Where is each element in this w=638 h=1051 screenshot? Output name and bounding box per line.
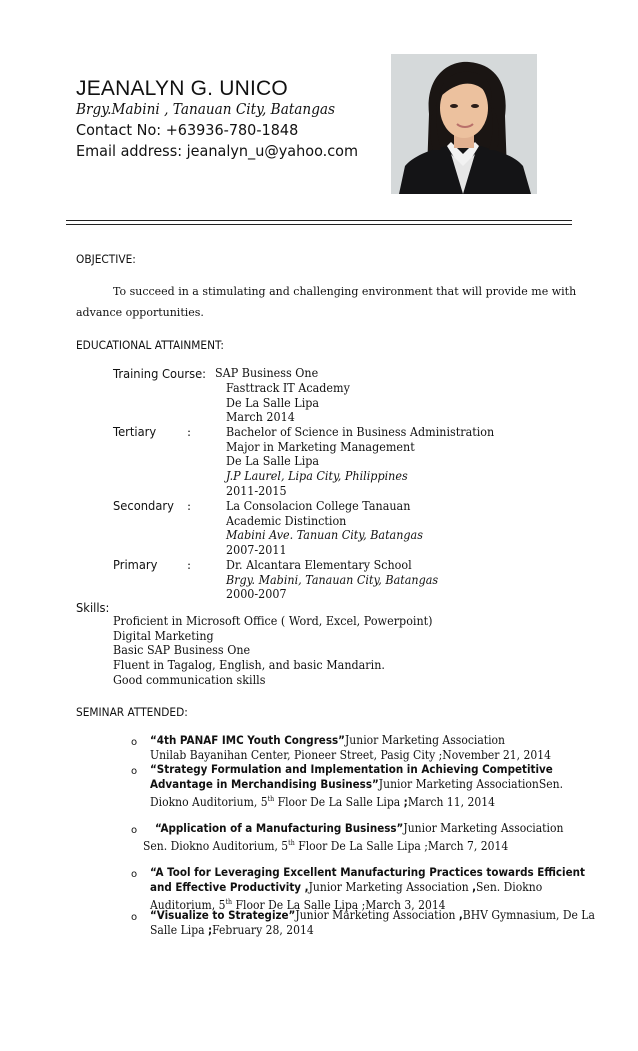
secondary-colon: : bbox=[187, 499, 192, 513]
seminar-item-5 bbox=[150, 908, 595, 938]
seminar-item-3-line-2 bbox=[143, 836, 508, 854]
skill-item: Basic SAP Business One bbox=[113, 643, 251, 658]
secondary-honor: Academic Distinction bbox=[226, 513, 347, 528]
primary-address: Brgy. Mabini, Tanauan City, Batangas bbox=[226, 572, 439, 587]
primary-details bbox=[226, 558, 438, 602]
objective-line-2: advance opportunities. bbox=[76, 306, 204, 319]
bullet-icon: o bbox=[131, 766, 138, 777]
seminar-2-sup: th bbox=[267, 794, 275, 803]
skill-item: Proficient in Microsoft Office ( Word, Excel, Powerpoint) bbox=[113, 614, 433, 628]
contact-number: Contact No: +63936-780-1848 bbox=[76, 121, 299, 139]
training-venue: De La Salle Lipa bbox=[226, 395, 320, 410]
tertiary-address: J.P Laurel, Lipa City, Philippines bbox=[226, 469, 408, 484]
skills-heading: Skills: bbox=[76, 600, 110, 615]
secondary-years: 2007-2011 bbox=[226, 543, 287, 558]
skill-item: Fluent in Tagalog, English, and basic Mandarin. bbox=[113, 658, 385, 673]
primary-label: Primary bbox=[113, 557, 158, 572]
seminar-4-org: Junior Marketing Association bbox=[308, 879, 473, 894]
seminar-1-venue: Unilab Bayanihan Center, Pioneer Street, Pasig City ;November 21, 2014 bbox=[150, 747, 551, 762]
seminar-5-org: Junior Marketing Association bbox=[295, 908, 459, 922]
seminar-3-venue-rest: Floor De La Salle Lipa ;March 7, 2014 bbox=[294, 839, 509, 853]
seminar-heading: SEMINAR ATTENDED: bbox=[76, 705, 188, 719]
seminar-5-separator: , bbox=[458, 908, 463, 922]
seminar-4-venue-rest: Floor De La Salle Lipa ;March 3, 2014 bbox=[232, 897, 446, 912]
primary-school: Dr. Alcantara Elementary School bbox=[226, 558, 412, 572]
tertiary-label: Tertiary bbox=[113, 424, 157, 439]
seminar-4-sup: th bbox=[225, 897, 233, 906]
seminar-2-title-line-1: “Strategy Formulation and Implementation in Achieving Competitive bbox=[150, 762, 553, 776]
header-divider-bottom bbox=[66, 224, 572, 225]
tertiary-details bbox=[226, 425, 494, 499]
secondary-address: Mabini Ave. Tanuan City, Batangas bbox=[226, 528, 423, 543]
seminar-4-org-2: Sen. Diokno bbox=[476, 879, 543, 894]
seminar-4-title-line-1: “A Tool for Leveraging Excellent Manufacturing Practices towards Efficient bbox=[150, 865, 585, 879]
seminar-4-separator-1: , bbox=[301, 879, 309, 894]
bullet-icon: o bbox=[131, 912, 138, 923]
tertiary-colon: : bbox=[187, 425, 192, 439]
objective-line-1: To succeed in a stimulating and challenging environment that will provide me with bbox=[113, 285, 577, 298]
bullet-icon: o bbox=[131, 825, 138, 836]
education-heading: EDUCATIONAL ATTAINMENT: bbox=[76, 338, 224, 352]
bullet-icon: o bbox=[131, 869, 138, 880]
training-school bbox=[226, 381, 350, 425]
primary-years: 2000-2007 bbox=[226, 587, 287, 602]
applicant-address: Brgy.Mabini , Tanauan City, Batangas bbox=[76, 102, 336, 118]
email-address: Email address: jeanalyn_u@yahoo.com bbox=[76, 142, 359, 160]
skill-item: Good communication skills bbox=[113, 672, 266, 687]
secondary-label: Secondary bbox=[113, 498, 174, 513]
seminar-item-2 bbox=[150, 762, 563, 809]
seminar-4-separator-2: , bbox=[472, 879, 477, 894]
training-course: SAP Business One bbox=[215, 366, 319, 380]
seminar-2-date: March 11, 2014 bbox=[407, 794, 496, 809]
secondary-details bbox=[226, 499, 423, 558]
primary-colon: : bbox=[187, 558, 192, 572]
seminar-2-venue-rest: Floor De La Salle Lipa bbox=[274, 794, 404, 809]
applicant-photo bbox=[391, 54, 537, 194]
seminar-item-4 bbox=[150, 865, 585, 912]
seminar-2-venue: Diokno Auditorium, 5 bbox=[150, 794, 268, 809]
seminar-5-org-2: BHV Gymnasium, De La bbox=[462, 908, 595, 922]
tertiary-years: 2011-2015 bbox=[226, 483, 287, 498]
resume-header bbox=[76, 78, 376, 162]
seminar-4-title-line-2: and Effective Productivity bbox=[150, 879, 302, 894]
bullet-icon: o bbox=[131, 737, 138, 748]
header-divider-top bbox=[66, 220, 572, 221]
skill-item: Digital Marketing bbox=[113, 628, 214, 643]
tertiary-major: Major in Marketing Management bbox=[226, 439, 415, 454]
tertiary-degree: Bachelor of Science in Business Administration bbox=[226, 425, 495, 439]
seminar-5-title: “Visualize to Strategize” bbox=[150, 908, 296, 922]
training-date: March 2014 bbox=[226, 410, 295, 425]
seminar-2-title-line-2: Advantage in Merchandising Business” bbox=[150, 776, 379, 791]
secondary-school: La Consolacion College Tanauan bbox=[226, 499, 411, 513]
seminar-3-title: “Application of a Manufacturing Business” bbox=[155, 821, 404, 835]
seminar-item-1 bbox=[150, 733, 551, 763]
seminar-5-venue: Salle Lipa bbox=[150, 922, 208, 937]
seminar-2-org: Junior Marketing AssociationSen. bbox=[378, 776, 564, 791]
seminar-2-separator: ; bbox=[403, 794, 408, 809]
seminar-3-venue: Sen. Diokno Auditorium, 5 bbox=[143, 839, 289, 853]
seminar-3-sup: th bbox=[288, 839, 295, 847]
portrait-image bbox=[391, 54, 537, 194]
seminar-5-date: February 28, 2014 bbox=[212, 922, 314, 937]
seminar-3-org: Junior Marketing Association bbox=[403, 821, 564, 835]
applicant-name: JEANALYN G. UNICO bbox=[76, 77, 288, 100]
skills-list bbox=[113, 614, 433, 688]
training-label: Training Course: bbox=[113, 366, 207, 381]
seminar-5-separator-2: ; bbox=[207, 922, 213, 937]
tertiary-school: De La Salle Lipa bbox=[226, 454, 320, 469]
seminar-1-org: Junior Marketing Association bbox=[344, 733, 506, 747]
training-school-name: Fasttrack IT Academy bbox=[226, 381, 350, 395]
objective-heading: OBJECTIVE: bbox=[76, 252, 136, 266]
seminar-1-title: “4th PANAF IMC Youth Congress” bbox=[150, 733, 345, 747]
seminar-item-3 bbox=[155, 821, 563, 836]
seminar-4-venue: Auditorium, 5 bbox=[150, 897, 226, 912]
